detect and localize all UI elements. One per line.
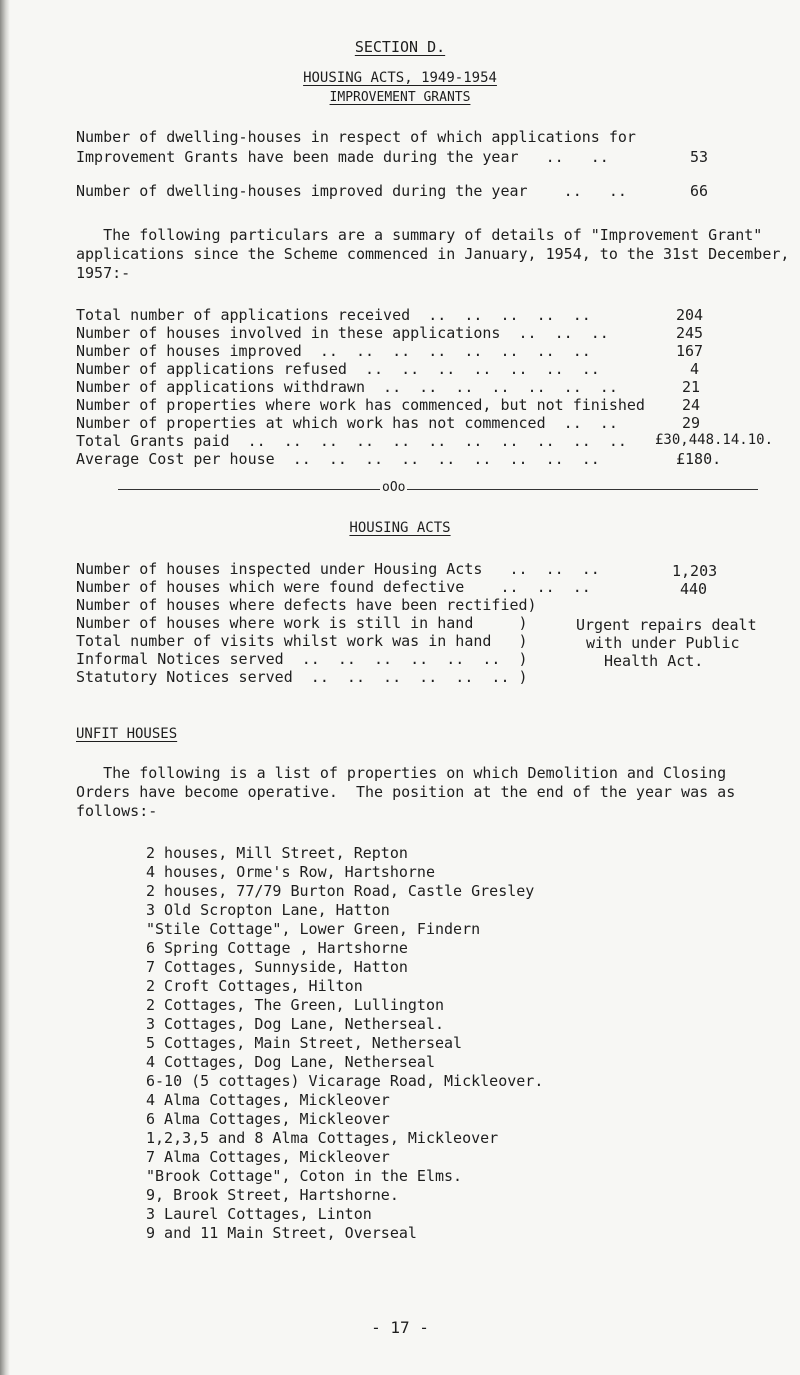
list-item: 9 and 11 Main Street, Overseal	[146, 1224, 417, 1242]
housing-label: Number of houses inspected under Housing Acts .. .. ..	[76, 560, 600, 578]
para1-line-3: 1957:-	[76, 264, 131, 282]
sub-heading: IMPROVEMENT GRANTS	[329, 90, 471, 105]
grants-label: Number of houses involved in these applications .. .. ..	[76, 324, 609, 342]
list-item: 2 Cottages, The Green, Lullington	[146, 996, 445, 1014]
intro-line-1: Number of dwelling-houses in respect of which applications for	[76, 128, 636, 146]
unfit-para-1: The following is a list of properties on which Demolition and Closing	[76, 764, 727, 782]
list-item: 1,2,3,5 and 8 Alma Cottages, Mickleover	[146, 1129, 499, 1147]
list-item: 9, Brook Street, Hartshorne.	[146, 1186, 399, 1204]
list-item: 5 Cottages, Main Street, Netherseal	[146, 1034, 463, 1052]
unfit-title: UNFIT HOUSES	[76, 726, 178, 742]
grants-label: Number of houses improved .. .. .. .. .. .. .. ..	[76, 342, 591, 360]
list-item: 6 Alma Cottages, Mickleover	[146, 1110, 390, 1128]
intro-line-1b: Improvement Grants have been made during the year .. ..	[76, 148, 609, 166]
grants-label: Total Grants paid .. .. .. .. .. .. .. .. .. .. ..	[76, 432, 627, 450]
grants-value: 24	[682, 396, 701, 414]
grants-label: Average Cost per house .. .. .. .. .. .. .. .. ..	[76, 450, 600, 468]
housing-value: 440	[680, 580, 708, 598]
divider-oOo: oOo	[382, 480, 406, 495]
scan-edge-shadow	[0, 0, 10, 1375]
housing-note-2: with under Public	[586, 634, 740, 652]
list-item: 7 Cottages, Sunnyside, Hatton	[146, 958, 408, 976]
grants-value: £30,448.14.10.	[655, 432, 774, 448]
intro-line-2: Number of dwelling-houses improved during the year .. ..	[76, 182, 627, 200]
list-item: "Brook Cottage", Coton in the Elms.	[146, 1167, 463, 1185]
housing-label: Number of houses where defects have been rectified)	[76, 596, 537, 614]
list-item: 4 houses, Orme's Row, Hartshorne	[146, 863, 435, 881]
grants-label: Number of applications withdrawn .. .. .. .. .. .. ..	[76, 378, 618, 396]
housing-label: Statutory Notices served .. .. .. .. .. .. )	[76, 668, 528, 686]
housing-value: 1,203	[672, 562, 718, 580]
list-item: 2 houses, Mill Street, Repton	[146, 844, 408, 862]
list-item: 2 houses, 77/79 Burton Road, Castle Gresley	[146, 882, 535, 900]
para1-line-1: The following particulars are a summary of details of "Improvement Grant"	[76, 226, 763, 244]
list-item: 6-10 (5 cottages) Vicarage Road, Mickleover.	[146, 1072, 544, 1090]
grants-value: £180.	[676, 450, 722, 468]
page-number: - 17 -	[371, 1318, 429, 1337]
housing-label: Number of houses where work is still in hand )	[76, 614, 528, 632]
list-item: 4 Alma Cottages, Mickleover	[146, 1091, 390, 1109]
housing-label: Total number of visits whilst work was in hand )	[76, 632, 528, 650]
intro-value-1: 53	[690, 148, 709, 166]
housing-label: Informal Notices served .. .. .. .. .. .. )	[76, 650, 528, 668]
grants-value: 167	[676, 342, 704, 360]
grants-value: 245	[676, 324, 704, 342]
act-heading: HOUSING ACTS, 1949-1954	[303, 70, 497, 86]
grants-value: 29	[682, 414, 701, 432]
list-item: "Stile Cottage", Lower Green, Findern	[146, 920, 481, 938]
divider-rule	[118, 489, 758, 490]
list-item: 4 Cottages, Dog Lane, Netherseal	[146, 1053, 435, 1071]
list-item: 6 Spring Cottage , Hartshorne	[146, 939, 408, 957]
grants-label: Number of applications refused .. .. .. .. .. .. ..	[76, 360, 600, 378]
housing-title: HOUSING ACTS	[349, 520, 451, 536]
unfit-para-2: Orders have become operative. The position at the end of the year was as	[76, 783, 736, 801]
grants-label: Total number of applications received .. .. .. .. ..	[76, 306, 591, 324]
housing-label: Number of houses which were found defective .. .. ..	[76, 578, 591, 596]
housing-note-1: Urgent repairs dealt	[576, 616, 757, 634]
unfit-para-3: follows:-	[76, 802, 158, 820]
section-heading: SECTION D.	[354, 38, 446, 56]
housing-note-3: Health Act.	[604, 652, 704, 670]
list-item: 3 Cottages, Dog Lane, Netherseal.	[146, 1015, 445, 1033]
grants-label: Number of properties at which work has not commenced .. ..	[76, 414, 618, 432]
list-item: 3 Old Scropton Lane, Hatton	[146, 901, 390, 919]
grants-value: 4	[690, 360, 700, 378]
para1-line-2: applications since the Scheme commenced in January, 1954, to the 31st December,	[76, 245, 790, 263]
list-item: 2 Croft Cottages, Hilton	[146, 977, 363, 995]
list-item: 3 Laurel Cottages, Linton	[146, 1205, 372, 1223]
list-item: 7 Alma Cottages, Mickleover	[146, 1148, 390, 1166]
grants-label: Number of properties where work has commenced, but not finished	[76, 396, 645, 414]
intro-value-2: 66	[690, 182, 709, 200]
grants-value: 204	[676, 306, 704, 324]
grants-value: 21	[682, 378, 701, 396]
